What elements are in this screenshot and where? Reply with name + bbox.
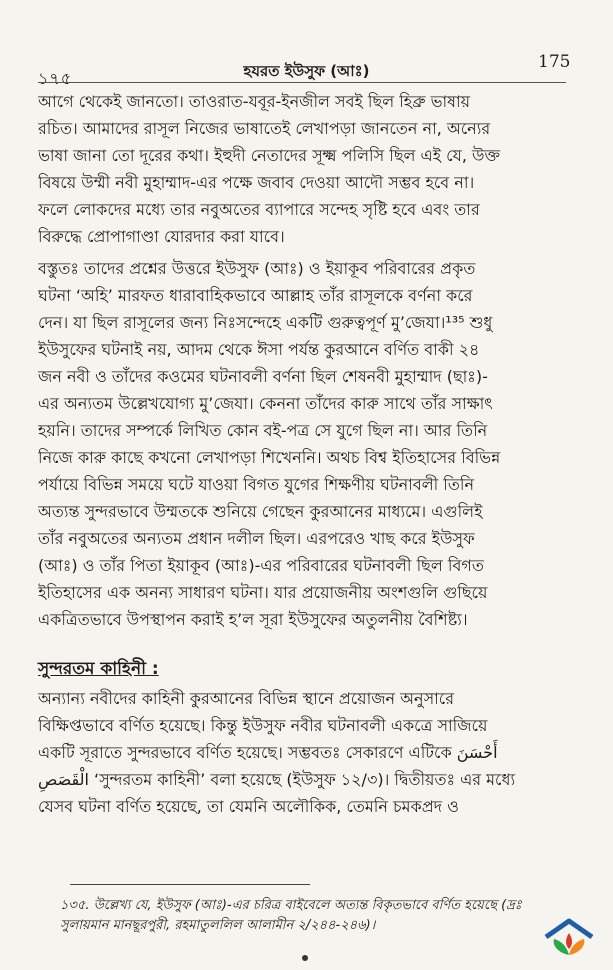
text-line: (আঃ) ও তাঁর পিতা ইয়াকূব (আঃ)-এর পরিবারের ঘটনাবলী ছিল বিগত [38, 556, 484, 575]
text-line: বিরুদ্ধে প্রোপাগাণ্ডা যোরদার করা যাবে। [38, 227, 285, 246]
section-heading: সুন্দরতম কাহিনী : [38, 659, 159, 679]
running-header [0, 52, 613, 88]
text-line: ভাষা জানা তো দূরের কথা। ইহুদী নেতাদের সূক্ষ্ম পলিসি ছিল এই যে, উক্ত [38, 146, 500, 165]
text-line: الْقَصَصِ ‘সুন্দরতম কাহিনী’ বলা হয়েছে (ইউসুফ ১২/৩)। দ্বিতীয়তঃ এর মধ্যে [38, 770, 516, 789]
text-line: একত্রিতভাবে উপস্থাপন করাই হ’ল সূরা ইউসুফের অতুলনীয় বৈশিষ্ট্য। [38, 610, 468, 629]
text-line: হয়নি। তাদের সম্পর্কে লিখিত কোন বই-পত্র সে যুগে ছিল না। আর তিনি [38, 421, 488, 440]
paragraph-1 [38, 88, 566, 250]
footnote-rule [70, 884, 310, 885]
publisher-logo-icon [540, 915, 598, 963]
text-line: এর অন্যতম উল্লেখযোগ্য মু’জেযা। কেননা তাঁদের কারু সাথে তাঁর সাক্ষাৎ [38, 394, 493, 413]
footnote-line: ১৩৫. উল্লেখ্য যে, ইউসুফ (আঃ)-এর চরিত্র বাইবেলে অত্যন্ত বিকৃতভাবে বর্ণিত হয়েছে (দ্রঃ [60, 898, 522, 913]
text-line: যেসব ঘটনা বর্ণিত হয়েছে, তা যেমনি অলৌকিক, তেমনি চমকপ্রদ ও [38, 797, 459, 816]
text-line: বস্তুতঃ তাদের প্রশ্নের উত্তরে ইউসুফ (আঃ) ও ইয়াকূব পরিবারের প্রকৃত [38, 259, 476, 278]
paragraph-3 [38, 685, 566, 820]
text-line: দেন। যা ছিল রাসূলের জন্য নিঃসন্দেহে একটি গুরুত্বপূর্ণ মু’জেযা।¹³⁵ শুধু [38, 313, 493, 332]
text-line: তাঁর নবুঅতের অন্যতম প্রধান দলীল ছিল। এরপরেও খাছ করে ইউসুফ [38, 529, 475, 548]
text-line: বিষয়ে উম্মী নবী মুহাম্মাদ-এর পক্ষে জবাব দেওয়া আদৌ সম্ভব হবে না। [38, 173, 475, 192]
paragraph-2 [38, 255, 566, 633]
chapter-title: হযরত ইউসুফ (আঃ) [243, 62, 370, 80]
text-line: আগে থেকেই জানতো। তাওরাত-যবূর-ইনজীল সবই ছিল হিব্রু ভাষায় [38, 92, 471, 111]
header-rule [38, 82, 566, 83]
text-line: ইউসুফের ঘটনাই নয়, আদম থেকে ঈসা পর্যন্ত কুরআনে বর্ণিত বাকী ২৪ [38, 340, 480, 359]
footnote-line: সুলায়মান মানছূরপুরী, রহমাতুললিল আলামীন ২/২৪৪-২৪৬)। [60, 918, 376, 933]
text-line: পর্যায়ে বিভিন্ন সময়ে ঘটে যাওয়া বিগত যুগের শিক্ষণীয় ঘটনাবলী তিনি [38, 475, 474, 494]
page-mark [302, 955, 308, 961]
footnote [60, 896, 580, 936]
text-line: জন নবী ও তাঁদের কওমের ঘটনাবলী বর্ণনা ছিল শেষনবী মুহাম্মাদ (ছাঃ)- [38, 367, 488, 386]
text-line: অত্যন্ত সুন্দরভাবে উম্মতকে শুনিয়ে গেছেন কুরআনের মাধ্যমে। এগুলিই [38, 502, 483, 521]
text-line: বিক্ষিপ্তভাবে বর্ণিত হয়েছে। কিন্তু ইউসুফ নবীর ঘটনাবলী একত্রে সাজিয়ে [38, 716, 488, 735]
text-line: একটি সূরাতে সুন্দরভাবে বর্ণিত হয়েছে। সম্ভবতঃ সেকারণে এটিকে أَحْسَنَ [38, 743, 498, 762]
text-line: ইতিহাসের এক অনন্য সাধারণ ঘটনা। যার প্রয়োজনীয় অংশগুলি গুছিয়ে [38, 583, 488, 602]
text-line: নিজে কারু কাছে কখনো লেখাপড়া শিখেননি। অথচ বিশ্ব ইতিহাসের বিভিন্ন [38, 448, 501, 467]
page-number-bengali: ১৭৫ [38, 69, 73, 88]
logo-drop [566, 933, 572, 949]
text-line: ফলে লোকদের মধ্যে তার নবুঅতের ব্যাপারে সন্দেহ সৃষ্টি হবে এবং তার [38, 200, 480, 219]
text-line: ঘটনা ‘অহি’ মারফত ধারাবাহিকভাবে আল্লাহ তাঁর রাসূলকে বর্ণনা করে [38, 286, 473, 305]
text-line: অন্যান্য নবীদের কাহিনী কুরআনের বিভিন্ন স্থানে প্রয়োজন অনুসারে [38, 689, 455, 708]
page-number: 175 [538, 52, 571, 72]
text-line: রচিত। আমাদের রাসূল নিজের ভাষাতেই লেখাপড়া জানতেন না, অন্যের [38, 119, 491, 138]
